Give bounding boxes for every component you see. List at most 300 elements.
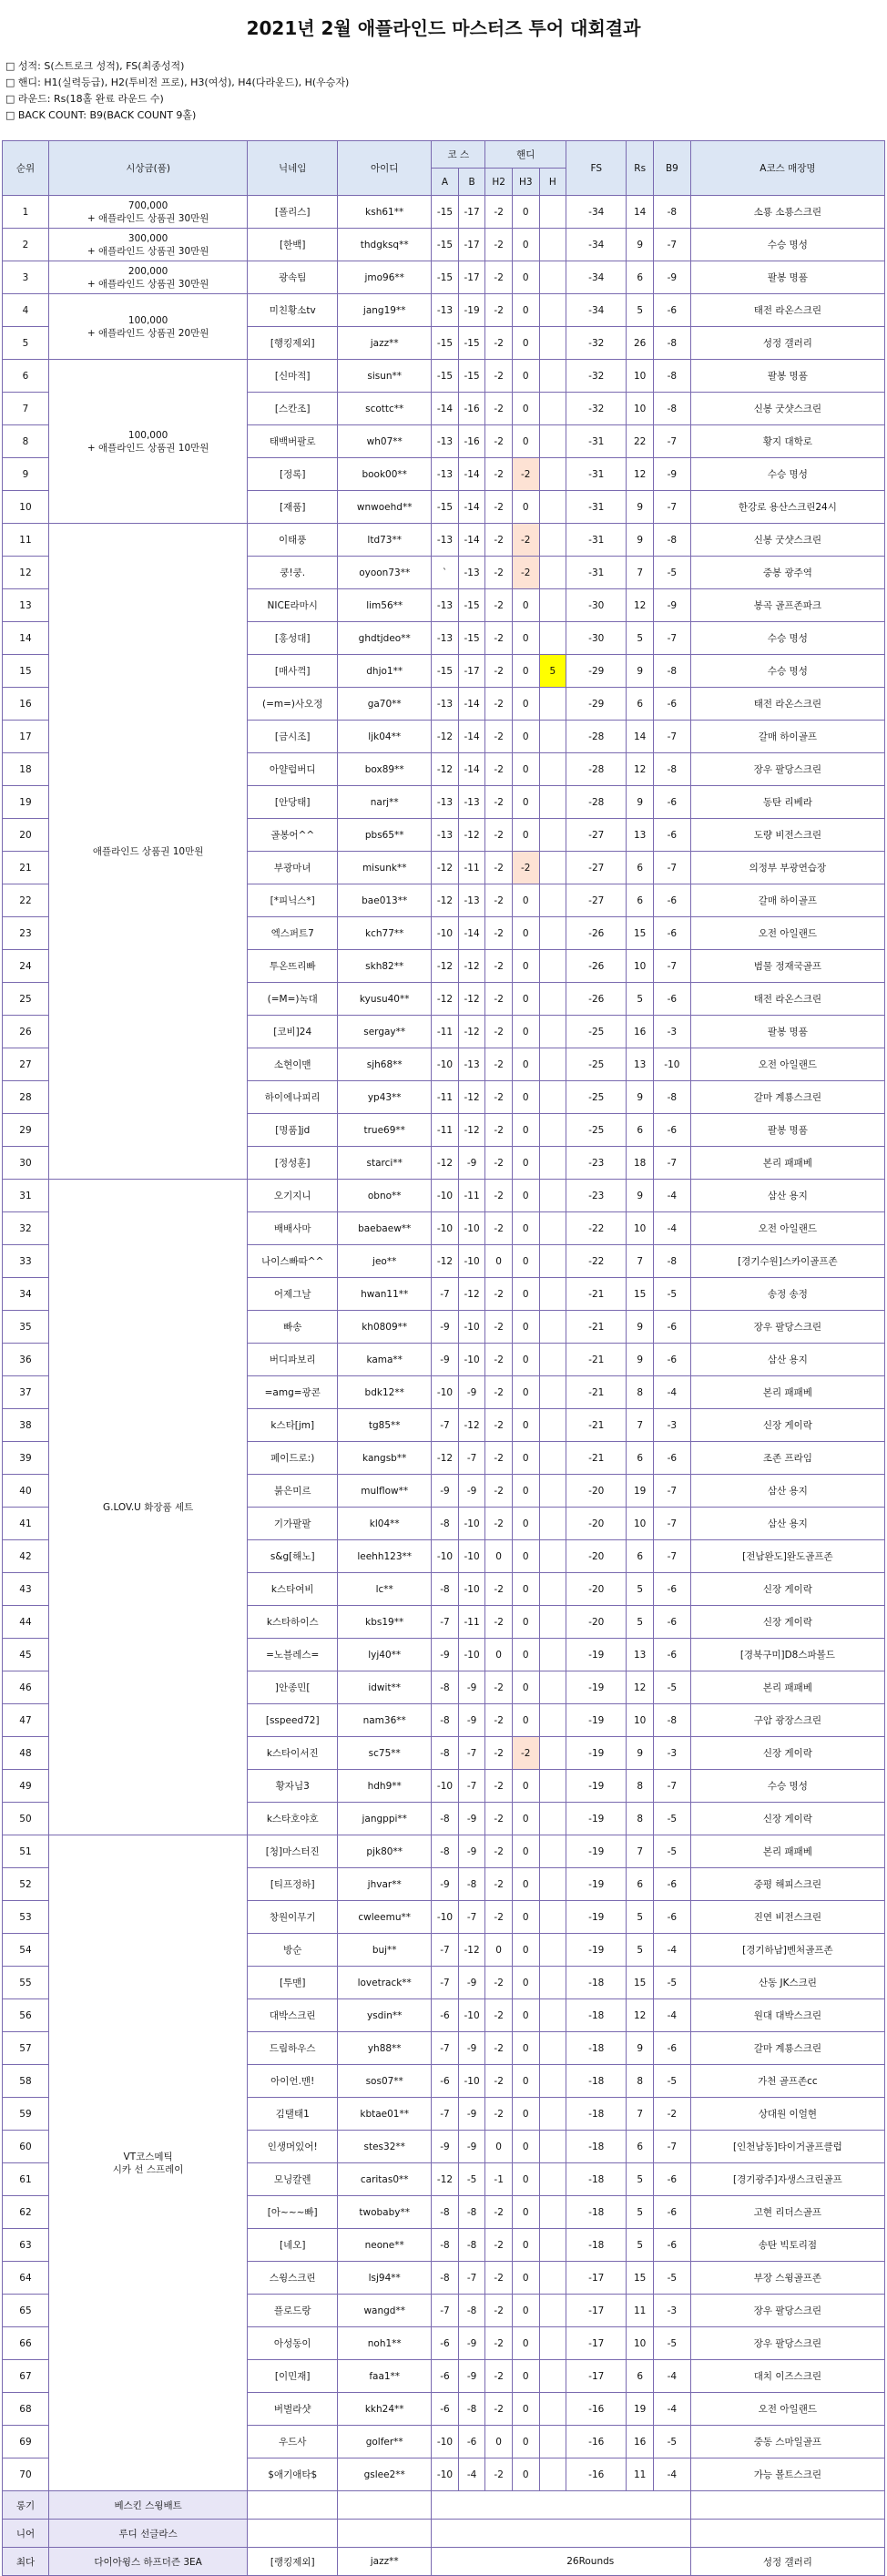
cell-fs: -19 — [566, 1901, 627, 1934]
cell-handi-h — [539, 721, 566, 753]
award-row — [3, 2548, 885, 2576]
cell-handi-h2: -2 — [485, 327, 513, 360]
cell-b9: -3 — [653, 1737, 690, 1770]
cell-course-b: -14 — [458, 524, 485, 557]
cell-b9: -6 — [653, 2032, 690, 2065]
cell-course-a: -7 — [432, 1967, 459, 1999]
cell-store: 부장 스윙골프존 — [690, 2262, 884, 2295]
cell-rs: 10 — [627, 1212, 654, 1245]
cell-course-b: -9 — [458, 1475, 485, 1508]
cell-handi-h3: 0 — [512, 1508, 539, 1540]
cell-handi-h3: 0 — [512, 229, 539, 261]
cell-b9: -6 — [653, 983, 690, 1016]
cell-course-b: -14 — [458, 458, 485, 491]
cell-fs: -18 — [566, 2065, 627, 2098]
cell-prize: VT코스메틱 시카 선 스프레이 — [48, 1835, 247, 2491]
cell-rank: 27 — [3, 1048, 49, 1081]
cell-nickname: [투맨] — [248, 1967, 338, 1999]
cell-rs: 19 — [627, 2393, 654, 2426]
cell-course-b: -9 — [458, 2131, 485, 2163]
cell-course-a: -10 — [432, 1376, 459, 1409]
cell-rs: 14 — [627, 196, 654, 229]
cell-course-a: -15 — [432, 261, 459, 294]
award-row — [3, 2520, 885, 2548]
cell-id: lc** — [338, 1573, 432, 1606]
cell-handi-h3: 0 — [512, 1999, 539, 2032]
cell-store: 성정 갤러리 — [690, 327, 884, 360]
cell-handi-h3: 0 — [512, 1573, 539, 1606]
cell-handi-h — [539, 1212, 566, 1245]
cell-course-a: -6 — [432, 2065, 459, 2098]
cell-rank: 58 — [3, 2065, 49, 2098]
cell-handi-h3: 0 — [512, 917, 539, 950]
cell-b9: -6 — [653, 884, 690, 917]
cell-course-b: -8 — [458, 1868, 485, 1901]
cell-store: 신봉 굿샷스크린 — [690, 524, 884, 557]
cell-rs: 6 — [627, 688, 654, 721]
cell-fs: -19 — [566, 1639, 627, 1671]
cell-course-b: -15 — [458, 360, 485, 393]
cell-handi-h — [539, 1901, 566, 1934]
cell-fs: -19 — [566, 1868, 627, 1901]
cell-nickname: 버벌라샷 — [248, 2393, 338, 2426]
cell-course-a: -12 — [432, 1442, 459, 1475]
cell-b9: -8 — [653, 360, 690, 393]
cell-handi-h3: 0 — [512, 1442, 539, 1475]
cell-id: noh1** — [338, 2327, 432, 2360]
cell-handi-h — [539, 327, 566, 360]
cell-store: 산동 JK스크린 — [690, 1967, 884, 1999]
cell-handi-h3: 0 — [512, 1376, 539, 1409]
cell-rs: 5 — [627, 2196, 654, 2229]
cell-handi-h3: 0 — [512, 360, 539, 393]
cell-handi-h2: -2 — [485, 1835, 513, 1868]
cell-course-a: -14 — [432, 393, 459, 425]
cell-rs: 9 — [627, 1737, 654, 1770]
cell-nickname: 부광마녀 — [248, 852, 338, 884]
award-store — [690, 2491, 884, 2520]
cell-store: [인천남동]타이거골프클럽 — [690, 2131, 884, 2163]
cell-b9: -5 — [653, 2426, 690, 2458]
cell-rank: 30 — [3, 1147, 49, 1180]
cell-handi-h2: -2 — [485, 1770, 513, 1803]
cell-course-a: -11 — [432, 1081, 459, 1114]
cell-nickname: 미친황소tv — [248, 294, 338, 327]
cell-handi-h3: 0 — [512, 2131, 539, 2163]
award-id: jazz** — [338, 2548, 432, 2576]
cell-store: 삼산 용지 — [690, 1180, 884, 1212]
cell-fs: -34 — [566, 294, 627, 327]
cell-course-a: -9 — [432, 1475, 459, 1508]
cell-rank: 49 — [3, 1770, 49, 1803]
cell-rs: 13 — [627, 819, 654, 852]
cell-nickname: 우드사 — [248, 2426, 338, 2458]
cell-handi-h — [539, 1311, 566, 1344]
cell-rank: 35 — [3, 1311, 49, 1344]
cell-nickname: [청]마스터진 — [248, 1835, 338, 1868]
cell-id: ljk04** — [338, 721, 432, 753]
cell-rs: 5 — [627, 2163, 654, 2196]
cell-handi-h — [539, 1147, 566, 1180]
cell-rank: 13 — [3, 589, 49, 622]
cell-rs: 9 — [627, 786, 654, 819]
cell-rank: 56 — [3, 1999, 49, 2032]
cell-course-b: -11 — [458, 852, 485, 884]
cell-course-b: -12 — [458, 1278, 485, 1311]
cell-store: 태전 라온스크린 — [690, 688, 884, 721]
award-id — [338, 2520, 432, 2548]
cell-course-a: -10 — [432, 1048, 459, 1081]
cell-nickname: 하이에나피리 — [248, 1081, 338, 1114]
cell-rank: 63 — [3, 2229, 49, 2262]
award-id — [338, 2491, 432, 2520]
cell-handi-h3: 0 — [512, 655, 539, 688]
cell-b9: -7 — [653, 229, 690, 261]
cell-handi-h — [539, 1081, 566, 1114]
cell-nickname: [아~~~빠] — [248, 2196, 338, 2229]
cell-fs: -26 — [566, 983, 627, 1016]
cell-store: 황지 대학로 — [690, 425, 884, 458]
cell-fs: -25 — [566, 1016, 627, 1048]
cell-handi-h3: 0 — [512, 1212, 539, 1245]
cell-handi-h3: 0 — [512, 2229, 539, 2262]
cell-store: 수승 명성 — [690, 1770, 884, 1803]
cell-rs: 13 — [627, 1639, 654, 1671]
cell-handi-h — [539, 2065, 566, 2098]
cell-id: jangppi** — [338, 1803, 432, 1835]
cell-rs: 9 — [627, 1311, 654, 1344]
cell-course-b: -10 — [458, 1999, 485, 2032]
cell-handi-h — [539, 1114, 566, 1147]
cell-handi-h3: 0 — [512, 1967, 539, 1999]
cell-handi-h3: 0 — [512, 261, 539, 294]
cell-rs: 6 — [627, 2131, 654, 2163]
cell-store: 갈매 하이골프 — [690, 884, 884, 917]
cell-handi-h2: 0 — [485, 2131, 513, 2163]
cell-handi-h3: 0 — [512, 1016, 539, 1048]
cell-handi-h — [539, 1180, 566, 1212]
cell-store: 갈매 하이골프 — [690, 721, 884, 753]
cell-store: 수승 명성 — [690, 655, 884, 688]
cell-rs: 22 — [627, 425, 654, 458]
cell-rank: 64 — [3, 2262, 49, 2295]
table-row — [3, 524, 885, 557]
cell-id: kch77** — [338, 917, 432, 950]
cell-handi-h2: -2 — [485, 2458, 513, 2491]
cell-course-b: -19 — [458, 294, 485, 327]
cell-course-a: -15 — [432, 491, 459, 524]
cell-handi-h2: -2 — [485, 2360, 513, 2393]
cell-fs: -18 — [566, 1967, 627, 1999]
cell-course-b: -12 — [458, 1114, 485, 1147]
award-store — [690, 2520, 884, 2548]
header-a: A — [432, 169, 459, 196]
cell-b9: -5 — [653, 1967, 690, 1999]
award-fs: 26Rounds — [432, 2548, 691, 2576]
cell-fs: -19 — [566, 1671, 627, 1704]
cell-handi-h3: 0 — [512, 721, 539, 753]
cell-course-a: -10 — [432, 2458, 459, 2491]
cell-store: 수승 명성 — [690, 458, 884, 491]
cell-handi-h — [539, 360, 566, 393]
cell-nickname: [이민재] — [248, 2360, 338, 2393]
cell-prize: 애플라인드 상품권 10만원 — [48, 524, 247, 1180]
cell-rank: 57 — [3, 2032, 49, 2065]
cell-store: 신장 게이락 — [690, 1409, 884, 1442]
cell-handi-h3: 0 — [512, 1540, 539, 1573]
cell-fs: -18 — [566, 2131, 627, 2163]
legend-handicap: □ 핸디: H1(실력등급), H2(투비전 프로), H3(여성), H4(다라운드), H(우승자) — [5, 77, 350, 88]
cell-rs: 9 — [627, 229, 654, 261]
cell-b9: -10 — [653, 1048, 690, 1081]
cell-handi-h — [539, 458, 566, 491]
cell-fs: -26 — [566, 917, 627, 950]
cell-b9: -5 — [653, 1278, 690, 1311]
cell-nickname: [코비]24 — [248, 1016, 338, 1048]
cell-b9: -6 — [653, 917, 690, 950]
cell-nickname: 골봉어^^ — [248, 819, 338, 852]
cell-handi-h3: 0 — [512, 1835, 539, 1868]
cell-nickname: 창원이무기 — [248, 1901, 338, 1934]
cell-b9: -9 — [653, 458, 690, 491]
cell-course-a: -12 — [432, 2163, 459, 2196]
cell-handi-h3: 0 — [512, 1344, 539, 1376]
cell-handi-h3: 0 — [512, 393, 539, 425]
header-rs: Rs — [627, 141, 654, 196]
cell-b9: -8 — [653, 1081, 690, 1114]
cell-nickname: [sspeed72] — [248, 1704, 338, 1737]
cell-b9: -4 — [653, 1376, 690, 1409]
cell-id: sc75** — [338, 1737, 432, 1770]
cell-rank: 26 — [3, 1016, 49, 1048]
cell-b9: -7 — [653, 491, 690, 524]
cell-handi-h — [539, 1639, 566, 1671]
cell-store: 신봉 굿샷스크린 — [690, 393, 884, 425]
cell-handi-h2: -2 — [485, 1016, 513, 1048]
cell-id: dhjo1** — [338, 655, 432, 688]
cell-fs: -34 — [566, 196, 627, 229]
cell-rs: 12 — [627, 1671, 654, 1704]
cell-b9: -3 — [653, 2295, 690, 2327]
cell-course-b: -12 — [458, 1081, 485, 1114]
cell-rs: 10 — [627, 1508, 654, 1540]
cell-fs: -19 — [566, 1737, 627, 1770]
cell-id: baebaew** — [338, 1212, 432, 1245]
cell-handi-h3: -2 — [512, 1737, 539, 1770]
cell-id: kkh24** — [338, 2393, 432, 2426]
cell-rank: 67 — [3, 2360, 49, 2393]
cell-handi-h2: -2 — [485, 688, 513, 721]
cell-store: 본리 패패베 — [690, 1671, 884, 1704]
cell-course-a: -8 — [432, 1737, 459, 1770]
cell-id: buj** — [338, 1934, 432, 1967]
cell-rank: 42 — [3, 1540, 49, 1573]
cell-course-b: -10 — [458, 1573, 485, 1606]
cell-handi-h2: -2 — [485, 393, 513, 425]
cell-course-b: -10 — [458, 1311, 485, 1344]
cell-fs: -29 — [566, 688, 627, 721]
cell-handi-h2: -2 — [485, 2032, 513, 2065]
cell-course-b: -8 — [458, 2229, 485, 2262]
cell-nickname: 태백버팔로 — [248, 425, 338, 458]
cell-store: 의정부 부광연습장 — [690, 852, 884, 884]
cell-id: jazz** — [338, 327, 432, 360]
table-row — [3, 196, 885, 229]
cell-course-a: -13 — [432, 786, 459, 819]
cell-course-b: -9 — [458, 2327, 485, 2360]
cell-fs: -34 — [566, 261, 627, 294]
cell-handi-h3: 0 — [512, 2426, 539, 2458]
cell-fs: -21 — [566, 1311, 627, 1344]
cell-course-b: -9 — [458, 2098, 485, 2131]
cell-b9: -8 — [653, 393, 690, 425]
cell-b9: -8 — [653, 327, 690, 360]
cell-rank: 29 — [3, 1114, 49, 1147]
cell-course-b: -10 — [458, 2065, 485, 2098]
cell-course-b: -10 — [458, 1245, 485, 1278]
cell-rs: 6 — [627, 852, 654, 884]
cell-b9: -3 — [653, 1016, 690, 1048]
cell-nickname: 엑스퍼트7 — [248, 917, 338, 950]
cell-fs: -16 — [566, 2426, 627, 2458]
cell-b9: -8 — [653, 196, 690, 229]
cell-handi-h3: 0 — [512, 2295, 539, 2327]
cell-handi-h3: 0 — [512, 1475, 539, 1508]
header-h2: H2 — [485, 169, 513, 196]
cell-fs: -17 — [566, 2262, 627, 2295]
cell-rs: 8 — [627, 1770, 654, 1803]
cell-rs: 5 — [627, 1606, 654, 1639]
cell-store: 팔봉 명품 — [690, 1016, 884, 1048]
cell-handi-h3: 0 — [512, 1180, 539, 1212]
cell-handi-h3: 0 — [512, 1048, 539, 1081]
cell-id: yp43** — [338, 1081, 432, 1114]
cell-fs: -16 — [566, 2393, 627, 2426]
cell-rank: 40 — [3, 1475, 49, 1508]
table-row — [3, 229, 885, 261]
cell-course-b: -12 — [458, 950, 485, 983]
cell-id: twobaby** — [338, 2196, 432, 2229]
cell-course-b: -9 — [458, 1835, 485, 1868]
cell-b9: -7 — [653, 1540, 690, 1573]
cell-id: kbs19** — [338, 1606, 432, 1639]
cell-handi-h3: 0 — [512, 1934, 539, 1967]
cell-handi-h — [539, 1737, 566, 1770]
cell-course-a: -7 — [432, 1606, 459, 1639]
cell-b9: -3 — [653, 1409, 690, 1442]
cell-store: 갈마 계룡스크린 — [690, 1081, 884, 1114]
cell-course-a: -10 — [432, 1540, 459, 1573]
cell-handi-h — [539, 261, 566, 294]
cell-course-a: -8 — [432, 2262, 459, 2295]
award-prize: 다이아윙스 하프더즌 3EA — [48, 2548, 247, 2576]
cell-rank: 70 — [3, 2458, 49, 2491]
cell-b9: -4 — [653, 1212, 690, 1245]
legend-backcount: □ BACK COUNT: B9(BACK COUNT 9홀) — [5, 109, 197, 121]
cell-id: sjh68** — [338, 1048, 432, 1081]
cell-course-b: -12 — [458, 983, 485, 1016]
cell-rank: 17 — [3, 721, 49, 753]
cell-fs: -27 — [566, 819, 627, 852]
cell-store: 진연 비전스크린 — [690, 1901, 884, 1934]
cell-course-a: -7 — [432, 1934, 459, 1967]
cell-b9: -5 — [653, 2262, 690, 2295]
cell-course-a: -12 — [432, 1245, 459, 1278]
cell-rank: 11 — [3, 524, 49, 557]
cell-course-a: -13 — [432, 622, 459, 655]
cell-handi-h2: -2 — [485, 557, 513, 589]
cell-handi-h — [539, 1245, 566, 1278]
cell-rank: 18 — [3, 753, 49, 786]
cell-b9: -4 — [653, 2458, 690, 2491]
cell-course-a: -8 — [432, 1671, 459, 1704]
cell-course-a: -9 — [432, 1344, 459, 1376]
cell-handi-h3: 0 — [512, 2163, 539, 2196]
cell-course-b: -12 — [458, 1934, 485, 1967]
cell-rs: 10 — [627, 360, 654, 393]
cell-handi-h3: 0 — [512, 1639, 539, 1671]
cell-nickname: 아성동이 — [248, 2327, 338, 2360]
cell-course-b: -6 — [458, 2426, 485, 2458]
cell-store: 조존 프라임 — [690, 1442, 884, 1475]
cell-store: 오전 아일랜드 — [690, 917, 884, 950]
cell-course-a: -6 — [432, 2327, 459, 2360]
cell-fs: -28 — [566, 753, 627, 786]
cell-handi-h3: -2 — [512, 458, 539, 491]
cell-fs: -18 — [566, 2098, 627, 2131]
cell-fs: -20 — [566, 1573, 627, 1606]
cell-b9: -5 — [653, 557, 690, 589]
cell-rs: 9 — [627, 2032, 654, 2065]
cell-nickname: 방순 — [248, 1934, 338, 1967]
cell-rank: 55 — [3, 1967, 49, 1999]
cell-b9: -5 — [653, 1803, 690, 1835]
cell-course-a: -13 — [432, 688, 459, 721]
cell-handi-h3: 0 — [512, 1704, 539, 1737]
cell-fs: -21 — [566, 1442, 627, 1475]
cell-handi-h3: 0 — [512, 1409, 539, 1442]
cell-handi-h3: 0 — [512, 327, 539, 360]
cell-id: bdk12** — [338, 1376, 432, 1409]
cell-course-a: -10 — [432, 1770, 459, 1803]
cell-rs: 5 — [627, 2229, 654, 2262]
cell-handi-h — [539, 1573, 566, 1606]
cell-handi-h3: 0 — [512, 2360, 539, 2393]
cell-store: 신장 게이락 — [690, 1803, 884, 1835]
cell-store: 중봉 광주역 — [690, 557, 884, 589]
cell-rs: 6 — [627, 1540, 654, 1573]
cell-handi-h3: 0 — [512, 1803, 539, 1835]
cell-store: 삼산 용지 — [690, 1475, 884, 1508]
cell-store: 오전 아일랜드 — [690, 2393, 884, 2426]
cell-fs: -20 — [566, 1606, 627, 1639]
cell-nickname: [*피닉스*] — [248, 884, 338, 917]
cell-nickname: 광속팀 — [248, 261, 338, 294]
cell-store: 가능 볼트스크린 — [690, 2458, 884, 2491]
cell-fs: -16 — [566, 2458, 627, 2491]
cell-course-a: -12 — [432, 721, 459, 753]
cell-nickname: 스윙스크린 — [248, 2262, 338, 2295]
cell-b9: -6 — [653, 2163, 690, 2196]
cell-store: 오전 아일랜드 — [690, 1048, 884, 1081]
cell-course-b: -13 — [458, 786, 485, 819]
award-row — [3, 2491, 885, 2520]
cell-id: scottc** — [338, 393, 432, 425]
cell-handi-h2: -2 — [485, 852, 513, 884]
cell-nickname: $애기애타$ — [248, 2458, 338, 2491]
award-label: 최다 — [3, 2548, 49, 2576]
cell-handi-h2: -2 — [485, 458, 513, 491]
